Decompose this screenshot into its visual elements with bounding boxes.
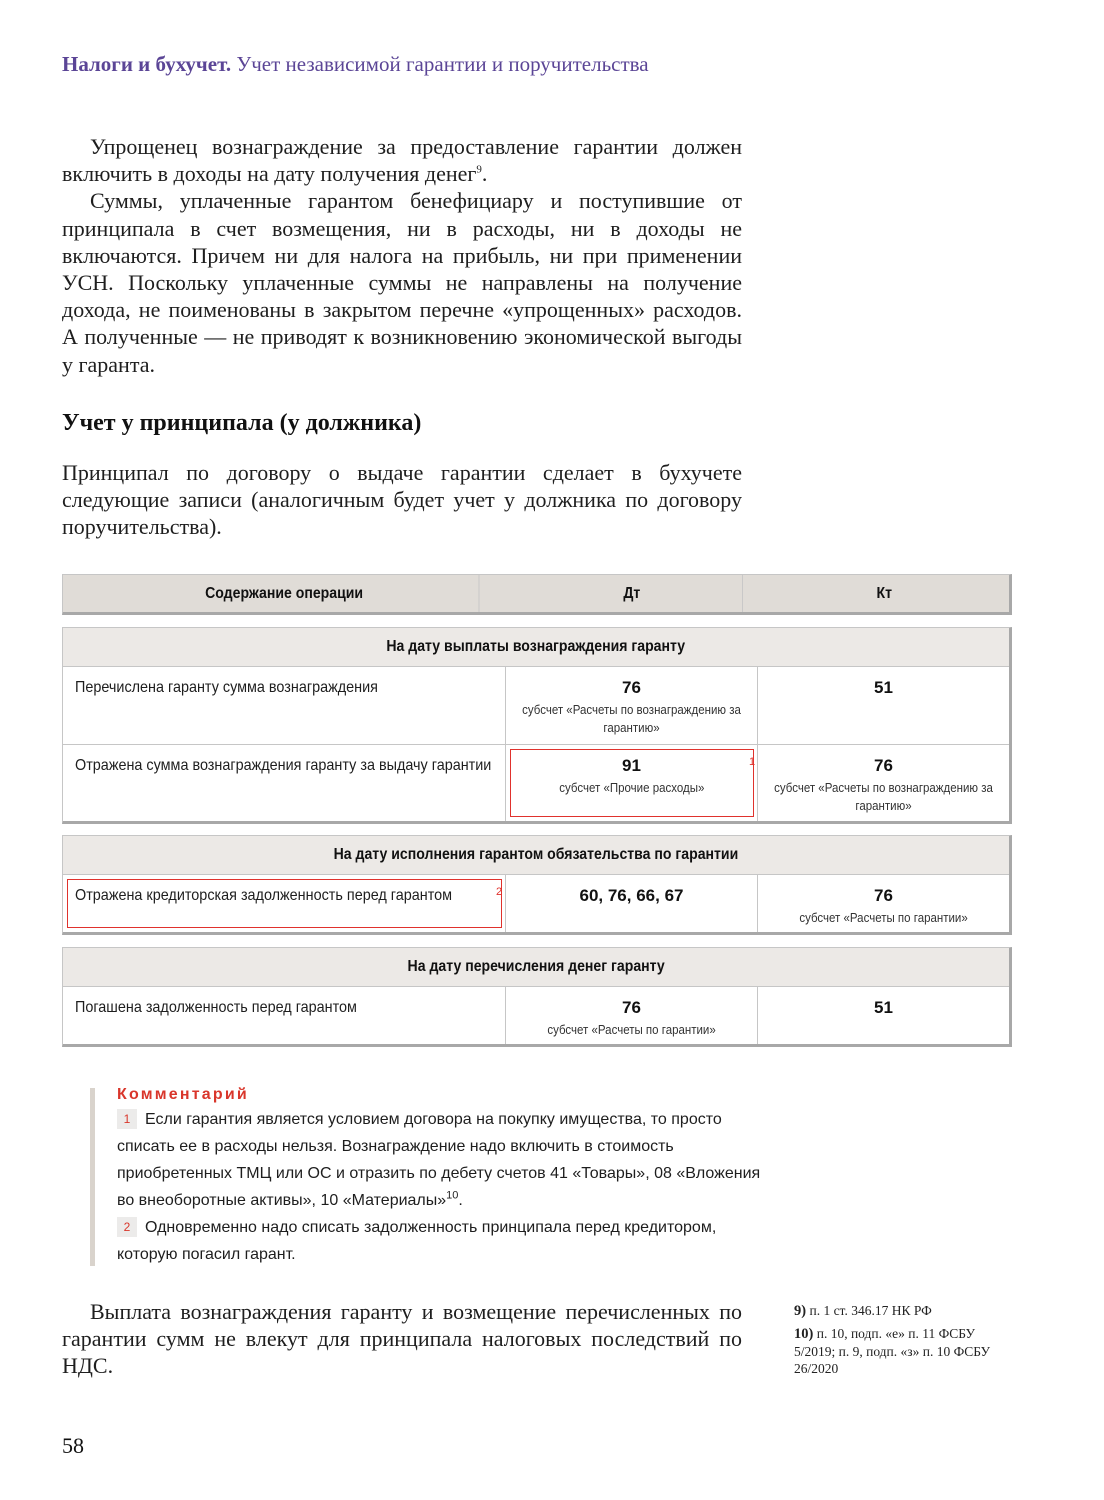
- comment-marker[interactable]: 1: [749, 756, 756, 768]
- running-head-section: Налоги и бухучет.: [62, 52, 232, 76]
- footnote-ref[interactable]: 10: [446, 1189, 459, 1202]
- page-number: 58: [62, 1433, 84, 1458]
- credit-cell: 76 субсчет «Расчеты по вознаграждению за гарантию»: [774, 756, 993, 813]
- debit-cell: 76 субсчет «Расчеты по гарантии»: [506, 987, 758, 1044]
- comment-item: 1 Если гарантия является условием договора на покупку имущества, то просто списать ее в расходы нельзя. Вознаграждение надо включить в стоимость приобретенных ТМЦ или ОС и отразить по дебету счетов 41 «Товары», 08 «Вложения во внеоборотные активы», 10 «Материалы»$^{10}$.: [117, 1111, 761, 1209]
- section-title: Учет у принципала (у должника): [62, 410, 422, 436]
- comment-marker[interactable]: 2: [496, 886, 503, 898]
- table-row: [63, 987, 1009, 1044]
- credit-cell: 51: [874, 998, 893, 1017]
- footnotes: [794, 1302, 1014, 1382]
- table-header: [62, 574, 1012, 615]
- paragraph: Принципал по договору о выдаче гарантии сделает в бухучете следующие записи (аналогичным будет учет у должника по договору поручительства).: [62, 460, 742, 540]
- running-head-title: Учет независимой гарантии и поручительства: [236, 52, 649, 76]
- column-header-debit: Дт: [521, 575, 743, 612]
- paragraph: Суммы, уплаченные гарантом бенефициару и поступившие от принципала в счет возмещения, ни в расходы, ни в доходы не включаются. Причем ни для налога на прибыль, ни при применении УСН. Поскольку уплаченные суммы не направлены на получение дохода, не поименованы в закрытом перечне «упрощенных» расходов. А полученные — не приводят к возникновению экономической выгоды у гаранта.: [62, 188, 742, 377]
- footnote: 10) п. 10, подп. «е» п. 11 ФСБУ 5/2019; п. 9, подп. «з» п. 10 ФСБУ 26/2020: [794, 1326, 991, 1376]
- group-title: На дату выплаты вознаграждения гаранту: [63, 628, 1009, 667]
- table-row: [63, 667, 1009, 744]
- comment-block: [90, 1088, 777, 1266]
- table-group: [62, 947, 1012, 1047]
- column-header-credit: Кт: [876, 584, 892, 602]
- operation-cell: Погашена задолженность перед гарантом: [63, 987, 506, 1044]
- operation-cell: Отражена сумма вознаграждения гаранту за выдачу гарантии: [63, 745, 506, 821]
- table-group: [62, 835, 1012, 935]
- comment-title: Комментарий: [117, 1086, 249, 1103]
- paragraph: Выплата вознаграждения гаранту и возмещение перечисленных по гарантии сумм не влекут для принципала налоговых последствий по НДС.: [62, 1299, 742, 1379]
- operation-cell: Перечислена гаранту сумма вознаграждения: [63, 667, 506, 744]
- comment-number-badge: 1: [117, 1109, 137, 1129]
- debit-cell: 76 субсчет «Расчеты по вознаграждению за гарантию»: [506, 667, 758, 744]
- footnote: 9) п. 1 ст. 346.17 НК РФ: [794, 1303, 932, 1319]
- paragraph: Упрощенец вознаграждение за предоставление гарантии должен включить в доходы на дату получения денег$^9$.: [62, 134, 742, 187]
- credit-cell: 76 субсчет «Расчеты по гарантии»: [799, 886, 968, 925]
- table-group: [62, 627, 1012, 824]
- table-row: [63, 744, 1009, 821]
- credit-cell: 51: [874, 678, 893, 697]
- debit-cell: 91 субсчет «Прочие расходы»: [506, 745, 758, 821]
- comment-item: 2 Одновременно надо списать задолженность принципала перед кредитором, которую погасил гарант.: [117, 1219, 717, 1263]
- closing-text: [62, 1298, 742, 1380]
- intro-text: [62, 459, 742, 541]
- operation-cell: Отражена кредиторская задолженность перед гарантом: [63, 875, 506, 932]
- footnote-ref[interactable]: 9: [476, 163, 482, 176]
- group-title: На дату исполнения гарантом обязательства по гарантии: [63, 836, 1009, 875]
- running-head: [62, 52, 649, 77]
- debit-cell: 60, 76, 66, 67: [506, 875, 758, 932]
- group-title: На дату перечисления денег гаранту: [63, 948, 1009, 987]
- comment-number-badge: 2: [117, 1217, 137, 1237]
- table-row: [63, 875, 1009, 932]
- column-header-operation: Содержание операции: [90, 575, 480, 612]
- body-text-top: [62, 133, 742, 378]
